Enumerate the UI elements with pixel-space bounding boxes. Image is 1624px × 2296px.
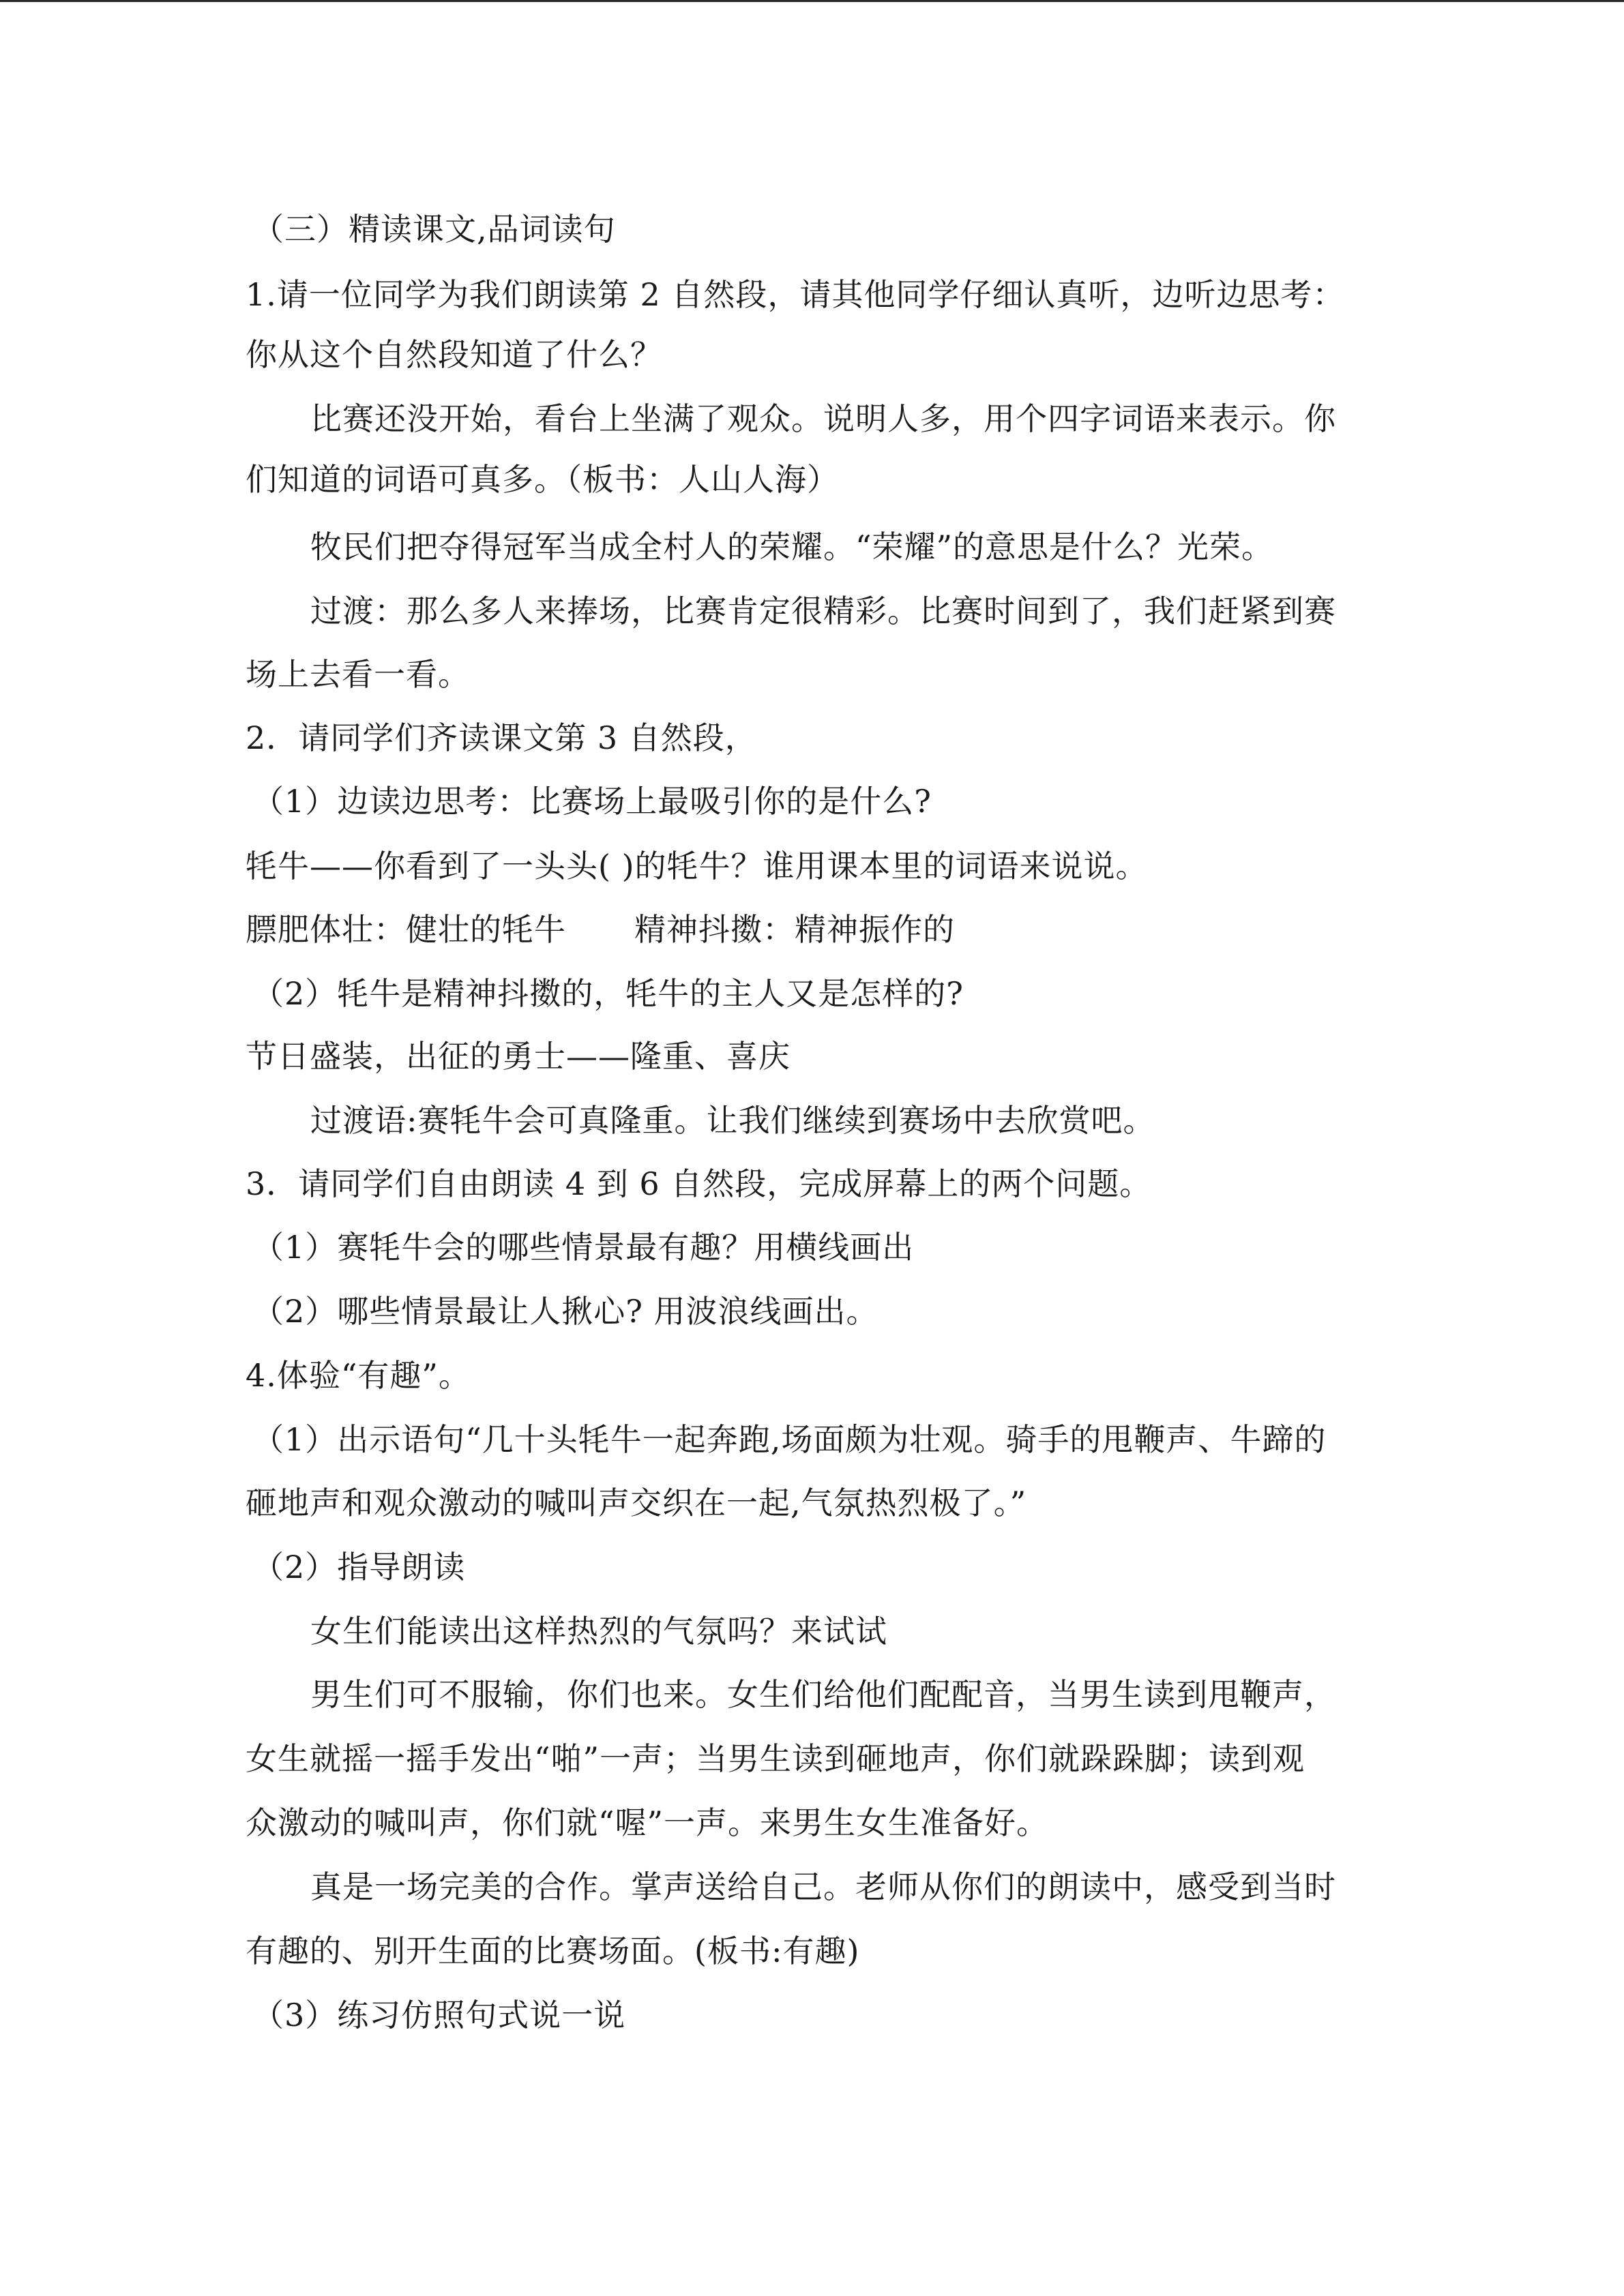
- paragraph-line: 场上去看一看。: [246, 656, 470, 693]
- paragraph-line: 4.体验“有趣”。: [246, 1357, 471, 1394]
- paragraph-line: （1）边读边思考：比赛场上最吸引你的是什么?: [252, 783, 932, 820]
- paragraph-line: 你从这个自然段知道了什么？: [246, 336, 662, 373]
- paragraph-line: 过渡：那么多人来捧场，比赛肯定很精彩。比赛时间到了，我们赶紧到赛: [310, 593, 1336, 629]
- paragraph-line: [246, 909, 955, 950]
- paragraph-line: 女生们能读出这样热烈的气氛吗？来试试: [310, 1613, 887, 1650]
- paragraph-line: 3．请同学们自由朗读 4 到 6 自然段，完成屏幕上的两个问题。: [246, 1165, 1152, 1202]
- paragraph-line: （2）哪些情景最让人揪心? 用波浪线画出。: [252, 1293, 879, 1330]
- paragraph-line: 们知道的词语可真多。（板书：人山人海）: [246, 461, 839, 498]
- paragraph-line: 众激动的喊叫声，你们就“喔”一声。来男生女生准备好。: [246, 1804, 1049, 1841]
- paragraph-line: 砸地声和观众激动的喊叫声交织在一起,气氛热烈极了。”: [246, 1485, 1027, 1521]
- paragraph-line: 过渡语:赛牦牛会可真隆重。让我们继续到赛场中去欣赏吧。: [310, 1102, 1155, 1139]
- paragraph-line: （2）牦牛是精神抖擞的，牦牛的主人又是怎样的?: [252, 975, 964, 1012]
- paragraph-line: 女生就摇一摇手发出“啪”一声；当男生读到砸地声，你们就跺跺脚；读到观: [246, 1740, 1305, 1777]
- paragraph-line: 牦牛——你看到了一头头( )的牦牛？谁用课本里的词语来说说。: [246, 848, 1148, 884]
- paragraph-line: 节日盛装，出征的勇士——隆重、喜庆: [246, 1038, 791, 1075]
- paragraph-line: （1）赛牦牛会的哪些情景最有趣？用横线画出: [252, 1229, 915, 1266]
- top-border: [0, 0, 1624, 2]
- paragraph-line: 比赛还没开始，看台上坐满了观众。说明人多，用个四字词语来表示。你: [310, 400, 1336, 437]
- paragraph-line: 2．请同学们齐读课文第 3 自然段，: [246, 719, 757, 756]
- paragraph-line: （2）指导朗读: [252, 1549, 466, 1585]
- paragraph-line: （1）出示语句“几十头牦牛一起奔跑,场面颇为壮观。骑手的甩鞭声、牛蹄的: [252, 1421, 1327, 1458]
- phrase-left: 膘肥体壮：健壮的牦牛: [246, 911, 566, 948]
- paragraph-line: 牧民们把夺得冠军当成全村人的荣耀。“荣耀”的意思是什么？光荣。: [310, 528, 1274, 565]
- phrase-right: 精神抖擞：精神振作的: [634, 911, 955, 948]
- paragraph-line: 男生们可不服输，你们也来。女生们给他们配配音，当男生读到甩鞭声，: [310, 1676, 1336, 1713]
- paragraph-line: （3）练习仿照句式说一说: [252, 1997, 626, 2033]
- paragraph-line: 有趣的、别开生面的比赛场面。(板书:有趣): [246, 1933, 860, 1969]
- section-heading: （三）精读课文,品词读句: [252, 211, 616, 248]
- paragraph-line: 真是一场完美的合作。掌声送给自己。老师从你们的朗读中，感受到当时: [310, 1868, 1336, 1905]
- paragraph-line: 1.请一位同学为我们朗读第 2 自然段，请其他同学仔细认真听，边听边思考：: [246, 276, 1345, 313]
